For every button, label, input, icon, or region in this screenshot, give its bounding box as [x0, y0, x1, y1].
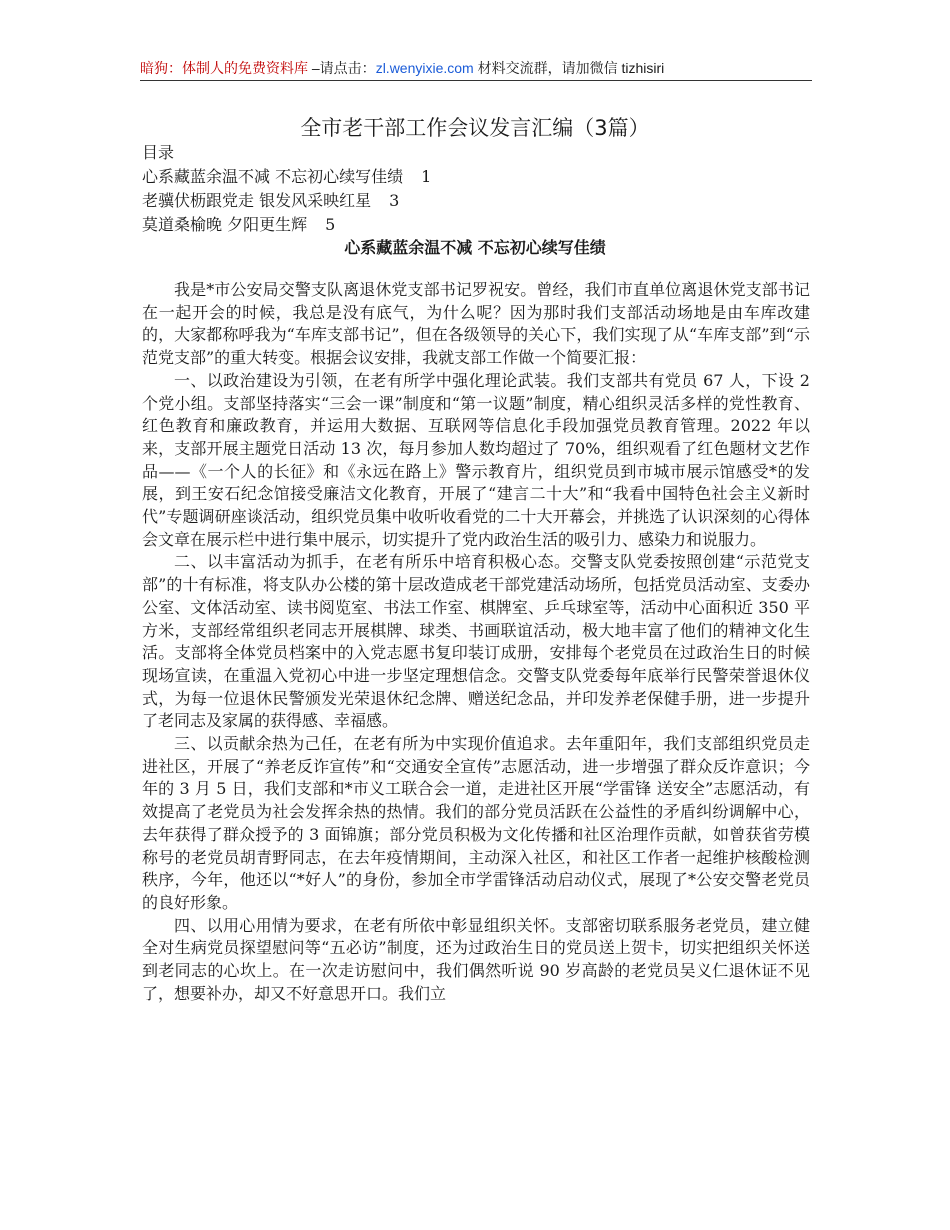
- promo-wechat: 材料交流群，请加微信 tizhisiri: [473, 60, 665, 76]
- toc-entry-title: 老骥伏枥跟党走 银发风采映红星: [142, 191, 372, 210]
- table-of-contents: [142, 141, 431, 237]
- toc-entry-title: 莫道桑榆晚 夕阳更生辉: [142, 215, 308, 234]
- section-title: 心系藏蓝余温不减 不忘初心续写佳绩: [344, 238, 606, 257]
- toc-entry: [142, 213, 431, 237]
- toc-entry-page: 3: [389, 191, 400, 210]
- paragraph: 二、以丰富活动为抓手，在老有所乐中培育积极心态。交警支队党委按照创建“示范党支部”的十有标准，将支队办公楼的第十层改造成老干部党建活动场所，包括党员活动室、支委办公室、文体活动室、读书阅览室、书法工作室、棋牌室、乒乓球室等，活动中心面积近 350 平方米，支部经常组织老同志开展棋牌、球类、书画联谊活动，极大地丰富了他们的精神文化生活。支部将全体党员档案中的入党志愿书复印装订成册，安排每个老党员在过政治生日的时候现场宣读，在重温入党初心中进一步坚定理想信念。交警支队党委每年底举行民警荣誉退休仪式，为每一位退休民警颁发光荣退休纪念牌、赠送纪念品，并印发养老保健手册，进一步提升了老同志及家属的获得感、幸福感。: [142, 552, 810, 731]
- toc-entry-page: 1: [421, 167, 432, 186]
- toc-heading: 目录: [142, 143, 175, 162]
- body-text: [142, 279, 810, 1006]
- toc-entry: [142, 165, 431, 189]
- paragraph: 三、以贡献余热为己任，在老有所为中实现价值追求。去年重阳年，我们支部组织党员走进社区，开展了“养老反诈宣传”和“交通安全宣传”志愿活动，进一步增强了群众反诈意识；今年的 3 月 5 日，我们支部和*市义工联合会一道，走进社区开展“学雷锋 送安全”志愿活动，有效提高了老党员为社会发挥余热的热情。我们的部分党员活跃在公益性的矛盾纠纷调解中心，去年获得了群众授予的 3 面锦旗；部分党员积极为文化传播和社区治理作贡献，如曾获省劳模称号的老党员胡青野同志，在去年疫情期间，主动深入社区，和社区工作者一起维护核酸检测秩序，今年，他还以“*好人”的身份，参加全市学雷锋活动启动仪式，展现了*公安交警老党员的良好形象。: [142, 734, 810, 912]
- paragraph: 四、以用心用情为要求，在老有所依中彰显组织关怀。支部密切联系服务老党员，建立健全对生病党员探望慰问等“五必访”制度，还为过政治生日的党员送上贺卡，切实把组织关怀送到老同志的心坎上。在一次走访慰问中，我们偶然听说 90 岁高龄的老党员吴义仁退休证不见了，想要补办，却又不好意思开口。我们立: [142, 915, 810, 1003]
- paragraph: 一、以政治建设为引领，在老有所学中强化理论武装。我们支部共有党员 67 人，下设 2 个党小组。支部坚持落实“三会一课”制度和“第一议题”制度，精心组织灵活多样的党性教育、红色教育和廉政教育，并运用大数据、互联网等信息化手段加强党员教育管理。2022 年以来，支部开展主题党日活动 13 次，每月参加人数均超过了 70%，组织观看了红色题材文艺作品——《一个人的长征》和《永远在路上》警示教育片，组织党员到市城市展示馆感受*的发展，到王安石纪念馆接受廉洁文化教育，开展了“建言二十大”和“我看中国特色社会主义新时代”专题调研座谈活动，组织党员集中收听收看党的二十大开幕会，并挑选了认识深刻的心得体会文章在展示栏中进行集中展示，切实提升了党内政治生活的吸引力、感染力和说服力。: [142, 370, 810, 549]
- header-divider: [140, 80, 812, 81]
- promo-link[interactable]: zl.wenyixie.com: [375, 60, 474, 76]
- paragraph: 我是*市公安局交警支队离退休党支部书记罗祝安。曾经，我们市直单位离退休党支部书记在一起开会的时候，我总是没有底气，为什么呢？因为那时我们支部活动场地是由车库改建的，大家都称呼我为“车库支部书记”，但在各级领导的关心下，我们实现了从“车库支部”到“示范党支部”的重大转变。根据会议安排，我就支部工作做一个简要汇报：: [142, 280, 810, 368]
- document-title: 全市老干部工作会议发言汇编（3篇）: [300, 116, 650, 140]
- promo-instruction: –请点击：: [308, 60, 376, 76]
- toc-entry: [142, 189, 431, 213]
- toc-entry-page: 5: [325, 215, 336, 234]
- toc-entry-title: 心系藏蓝余温不减 不忘初心续写佳绩: [142, 167, 404, 186]
- promo-header: [140, 58, 812, 80]
- promo-text: 暗狗：体制人的免费资料库: [140, 60, 308, 76]
